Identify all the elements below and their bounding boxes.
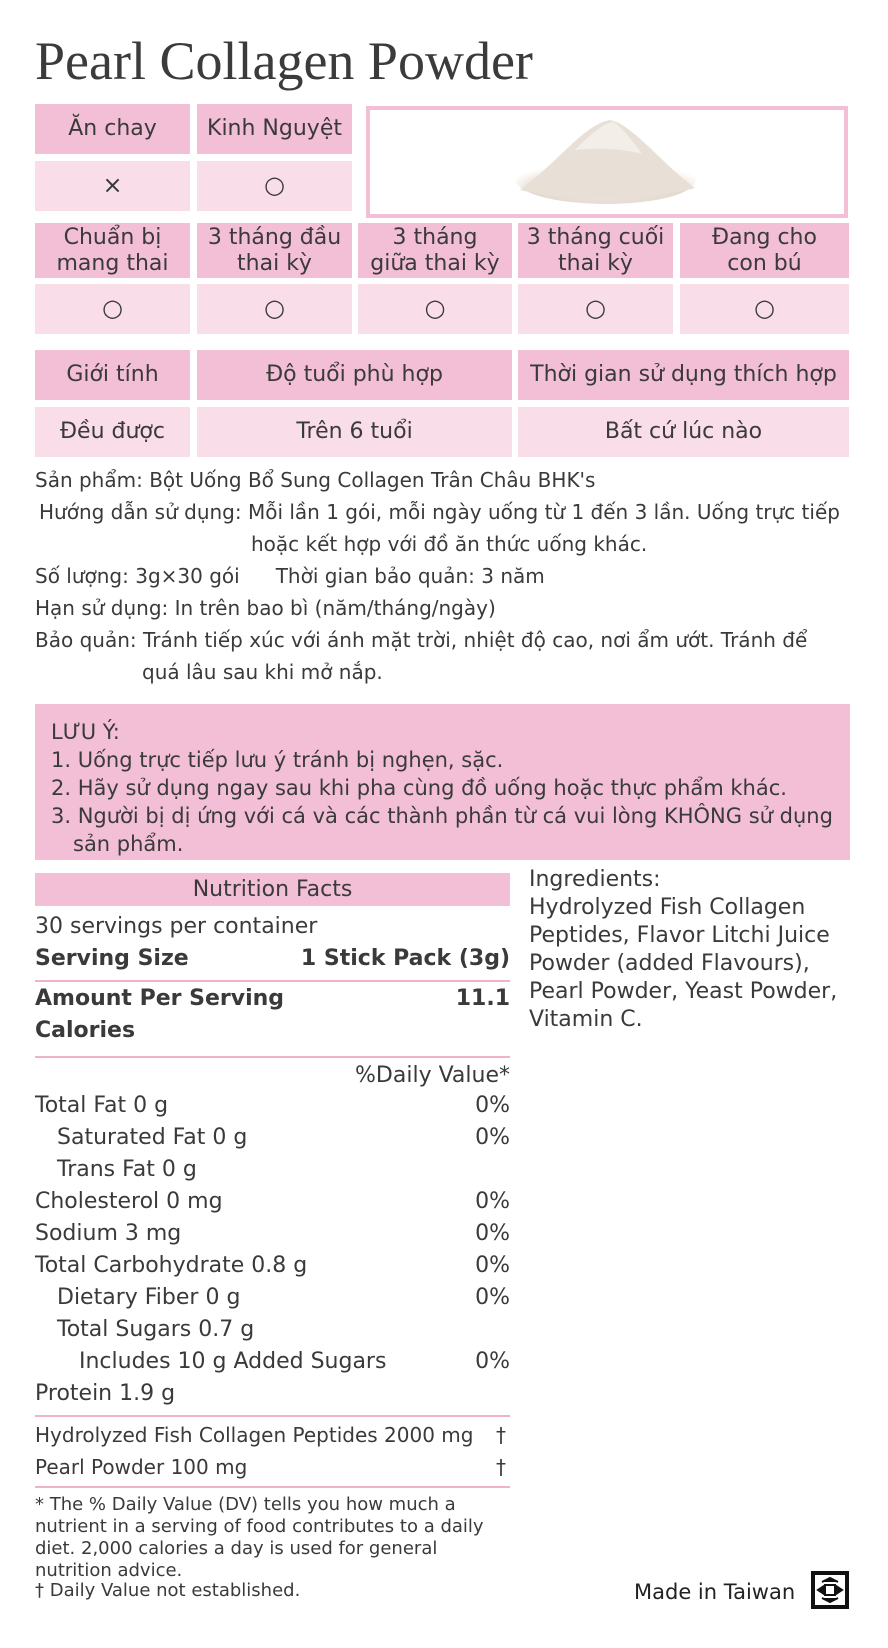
stage-value-third-trimester: ○ [518, 284, 673, 334]
expiry-line: Hạn sử dụng: In trên bao bì (năm/tháng/ngày) [35, 596, 496, 620]
serving-size-label: Serving Size [35, 946, 189, 971]
directions-line-2: hoặc kết hợp với đồ ăn thức uống khác. [251, 532, 648, 556]
page-title: Pearl Collagen Powder [35, 31, 533, 91]
stage-value-breastfeeding: ○ [680, 284, 849, 334]
diet-header-menstruation: Kinh Nguyệt [197, 104, 352, 154]
nutrition-facts-heading: Nutrition Facts [35, 873, 510, 906]
daily-value-footnote: * The % Daily Value (DV) tells you how much a nutrient in a serving of food contributes to a daily diet. 2,000 calories a day is used for general nutrition advice. [35, 1494, 484, 1581]
quantity: Số lượng: 3g×30 gói [35, 564, 240, 588]
storage-line-2: quá lâu sau khi mở nắp. [142, 660, 383, 684]
stage-header-third-trimester: 3 tháng cuối thai kỳ [518, 223, 673, 278]
made-in-label: Made in Taiwan [634, 1580, 796, 1604]
product-name: Sản phẩm: Bột Uống Bổ Sung Collagen Trân Châu BHK's [35, 468, 596, 492]
divider [35, 1486, 510, 1488]
stage-value-first-trimester: ○ [197, 284, 352, 334]
usage-value-age: Trên 6 tuổi [197, 407, 512, 457]
diet-value-vegetarian: × [35, 161, 190, 211]
notice-item: 3. Người bị dị ứng với cá và các thành phần từ cá vui lòng KHÔNG sử dụng sản phẩm. [51, 804, 833, 856]
ingredients-text: Hydrolyzed Fish Collagen Peptides, Flavor Litchi Juice Powder (added Flavours), Pearl Powder, Yeast Powder, Vitamin C. [529, 895, 838, 1032]
directions-line-1: Hướng dẫn sử dụng: Mỗi lần 1 gói, mỗi ngày uống từ 1 đến 3 lần. Uống trực tiếp [39, 500, 840, 524]
diet-value-menstruation: ○ [197, 161, 352, 211]
usage-header-gender: Giới tính [35, 350, 190, 400]
ingredients-label: Ingredients: [529, 867, 661, 892]
usage-value-gender: Đều được [35, 407, 190, 457]
divider [35, 980, 510, 982]
divider [35, 1415, 510, 1417]
notice-title: LƯU Ý: [51, 720, 120, 744]
powder-pile-image [370, 110, 844, 214]
stage-header-first-trimester: 3 tháng đầu thai kỳ [197, 223, 352, 278]
calories-label: Calories [35, 1018, 136, 1043]
stage-header-breastfeeding: Đang cho con bú [680, 223, 849, 278]
diet-header-vegetarian: Ăn chay [35, 104, 190, 154]
usage-value-time: Bất cứ lúc nào [518, 407, 849, 457]
usage-header-time: Thời gian sử dụng thích hợp [518, 350, 849, 400]
stage-header-second-trimester: 3 tháng giữa thai kỳ [358, 223, 512, 278]
ingredients-block [529, 866, 859, 1034]
stage-value-preconception: ○ [35, 284, 190, 334]
powder-image-frame [366, 106, 848, 218]
recycle-mark-icon [810, 1570, 850, 1610]
stage-header-preconception: Chuẩn bị mang thai [35, 223, 190, 278]
notice-box [35, 704, 850, 860]
shelf-life: Thời gian bảo quản: 3 năm [275, 564, 545, 588]
product-info [35, 464, 855, 688]
quantity-shelf-line [35, 560, 855, 592]
calories-value: 11.1 [455, 986, 510, 1011]
stage-value-second-trimester: ○ [358, 284, 512, 334]
serving-size-value: 1 Stick Pack (3g) [300, 946, 510, 971]
amount-per-serving-label: Amount Per Serving [35, 986, 285, 1011]
storage-line-1: Bảo quản: Tránh tiếp xúc với ánh mặt trời, nhiệt độ cao, nơi ẩm ướt. Tránh để [35, 628, 808, 652]
notice-item: 1. Uống trực tiếp lưu ý tránh bị nghẹn, sặc. [51, 748, 504, 772]
dagger-footnote: † Daily Value not established. [35, 1580, 301, 1601]
divider [35, 1056, 510, 1058]
notice-item: 2. Hãy sử dụng ngay sau khi pha cùng đồ uống hoặc thực phẩm khác. [51, 776, 787, 800]
usage-header-age: Độ tuổi phù hợp [197, 350, 512, 400]
